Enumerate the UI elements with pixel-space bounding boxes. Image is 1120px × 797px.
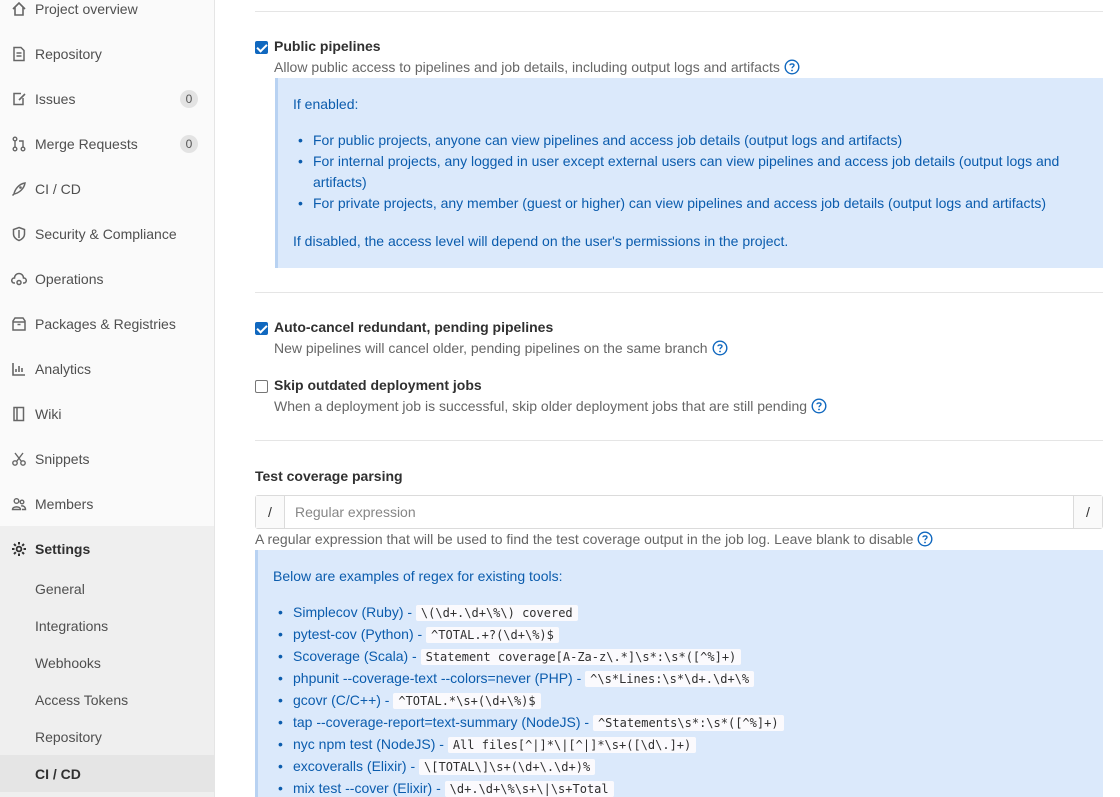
gear-icon <box>10 540 28 558</box>
sidebar-item-security-compliance[interactable] <box>0 211 214 256</box>
home-icon <box>10 0 28 18</box>
coverage-help <box>255 531 933 547</box>
regex-code: \d+.\d+\%\s+\|\s+Total <box>445 781 614 797</box>
public-pipelines-help <box>274 59 800 75</box>
skip-outdated-label: Skip outdated deployment jobs <box>274 377 482 393</box>
tool-name: nyc npm test (NodeJS) - <box>293 736 448 752</box>
settings-sub-webhooks[interactable]: Webhooks <box>35 654 101 671</box>
public-pipelines-checkbox[interactable] <box>255 41 268 54</box>
skip-outdated-checkbox[interactable] <box>255 380 268 393</box>
list-item <box>273 624 1093 646</box>
sidebar-item-ci-cd[interactable] <box>0 166 214 211</box>
issues-icon <box>10 90 28 108</box>
regex-suffix: / <box>1073 496 1102 528</box>
sidebar-item-label: Snippets <box>35 450 90 467</box>
list-item: • For internal projects, any logged in user except external users can view pipelines and access job details (output logs and artifacts) <box>293 151 1093 193</box>
list-item <box>273 756 1093 778</box>
list-item <box>273 646 1093 668</box>
regex-code: \[TOTAL\]\s+(\d+\.\d+)% <box>419 759 595 775</box>
coverage-examples-box <box>255 550 1103 797</box>
tool-name: tap --coverage-report=text-summary (NodeJS) - <box>293 714 593 730</box>
auto-cancel-checkbox[interactable] <box>255 322 268 335</box>
shield-icon <box>10 225 28 243</box>
settings-sub-ci-cd[interactable]: CI / CD <box>0 755 214 792</box>
sidebar-item-label: Wiki <box>35 405 62 422</box>
regex-code: ^TOTAL.*\s+(\d+\%)$ <box>393 693 540 709</box>
tool-name: phpunit --coverage-text --colors=never (PHP) - <box>293 670 586 686</box>
settings-submenu <box>0 570 214 797</box>
regex-code: All files[^|]*\|[^|]*\s+([\d\.]+) <box>448 737 696 753</box>
examples-heading: Below are examples of regex for existing tools: <box>273 568 563 584</box>
sidebar-item-label: Project overview <box>35 0 138 17</box>
merge-request-icon <box>10 135 28 153</box>
divider <box>255 11 1103 12</box>
question-circle-icon[interactable] <box>784 59 800 75</box>
sidebar-item-label: Repository <box>35 45 102 62</box>
list-item: • For public projects, anyone can view pipelines and access job details (output logs and artifacts) <box>293 130 1093 151</box>
sidebar-item-project-overview[interactable] <box>0 0 214 31</box>
sidebar-item-label: CI / CD <box>35 180 81 197</box>
doc-icon <box>10 45 28 63</box>
regex-code: ^Statements\s*:\s*([^%]+) <box>593 715 784 731</box>
sidebar-item-label: Packages & Registries <box>35 315 176 332</box>
regex-code: ^TOTAL.+?(\d+\%)$ <box>426 627 559 643</box>
settings-sub-integrations[interactable]: Integrations <box>35 617 109 634</box>
list-item: • For private projects, any member (guest or higher) can view pipelines and access job details (output logs and artifacts) <box>293 193 1093 214</box>
auto-cancel-help <box>274 340 728 356</box>
scissors-icon <box>10 450 28 468</box>
auto-cancel-label: Auto-cancel redundant, pending pipelines <box>274 319 554 335</box>
list-item <box>273 712 1093 734</box>
list-item <box>273 734 1093 756</box>
tool-name: Scoverage (Scala) - <box>293 648 421 664</box>
sidebar-item-operations[interactable] <box>0 256 214 301</box>
list-item <box>273 602 1093 624</box>
users-icon <box>10 495 28 513</box>
sidebar-item-label: Merge Requests <box>35 135 138 152</box>
coverage-regex-input-group <box>255 495 1103 529</box>
sidebar <box>0 0 215 797</box>
sidebar-item-label: Operations <box>35 270 104 287</box>
sidebar-item-settings[interactable] <box>0 526 214 571</box>
question-circle-icon[interactable] <box>712 340 728 356</box>
coverage-help-text: A regular expression that will be used to find the test coverage output in the job log. Leave blank to disable <box>255 531 914 547</box>
settings-sub-repository[interactable]: Repository <box>35 728 102 745</box>
list-item <box>273 668 1093 690</box>
skip-outdated-help <box>274 398 827 414</box>
book-icon <box>10 405 28 423</box>
regex-code: Statement coverage[A-Za-z\.*]\s*:\s*([^%]+) <box>421 649 742 665</box>
issues-count-badge: 0 <box>180 90 198 108</box>
cloud-gear-icon <box>10 270 28 288</box>
regex-code: \(\d+.\d+\%\) covered <box>416 605 578 621</box>
list-item <box>273 778 1093 797</box>
question-circle-icon[interactable] <box>811 398 827 414</box>
coverage-title: Test coverage parsing <box>255 468 403 484</box>
divider <box>255 440 1103 441</box>
tool-name: gcovr (C/C++) - <box>293 692 394 708</box>
sidebar-item-label: Issues <box>35 90 76 107</box>
sidebar-item-label: Members <box>35 495 94 512</box>
auto-cancel-help-text: New pipelines will cancel older, pending pipelines on the same branch <box>274 340 708 356</box>
public-pipelines-info-box <box>275 78 1103 268</box>
public-pipelines-help-text: Allow public access to pipelines and job details, including output logs and artifacts <box>274 59 780 75</box>
list-item <box>273 690 1093 712</box>
info-footer: If disabled, the access level will depend on the user's permissions in the project. <box>293 233 789 249</box>
regex-code: ^\s*Lines:\s*\d+.\d+\% <box>585 671 754 687</box>
sidebar-item-wiki[interactable] <box>0 391 214 436</box>
skip-outdated-help-text: When a deployment job is successful, skip older deployment jobs that are still pending <box>274 398 808 414</box>
tool-name: pytest-cov (Python) - <box>293 626 427 642</box>
sidebar-item-issues[interactable] <box>0 76 214 121</box>
sidebar-item-merge-requests[interactable] <box>0 121 214 166</box>
tool-name: Simplecov (Ruby) - <box>293 604 416 620</box>
sidebar-item-packages-registries[interactable] <box>0 301 214 346</box>
settings-sub-access-tokens[interactable]: Access Tokens <box>35 691 129 708</box>
settings-sub-general[interactable]: General <box>35 580 85 597</box>
tool-name: mix test --cover (Elixir) - <box>293 780 445 796</box>
question-circle-icon[interactable] <box>917 531 933 547</box>
regex-prefix: / <box>256 496 285 528</box>
info-list <box>293 130 1093 214</box>
package-icon <box>10 315 28 333</box>
sidebar-item-label: Analytics <box>35 360 92 377</box>
rocket-icon <box>10 180 28 198</box>
main-content <box>215 0 1120 797</box>
sidebar-item-analytics[interactable] <box>0 346 214 391</box>
examples-list <box>273 602 1093 797</box>
divider <box>255 292 1103 293</box>
public-pipelines-label: Public pipelines <box>274 38 381 54</box>
info-heading: If enabled: <box>293 96 359 112</box>
sidebar-item-label: Settings <box>35 540 91 557</box>
chart-icon <box>10 360 28 378</box>
tool-name: excoveralls (Elixir) - <box>293 758 420 774</box>
sidebar-item-members[interactable] <box>0 481 214 526</box>
sidebar-item-label: Security & Compliance <box>35 225 177 242</box>
sidebar-item-repository[interactable] <box>0 31 214 76</box>
coverage-regex-input[interactable]: Regular expression <box>295 504 416 520</box>
merge-requests-count-badge: 0 <box>180 135 198 153</box>
sidebar-item-snippets[interactable] <box>0 436 214 481</box>
